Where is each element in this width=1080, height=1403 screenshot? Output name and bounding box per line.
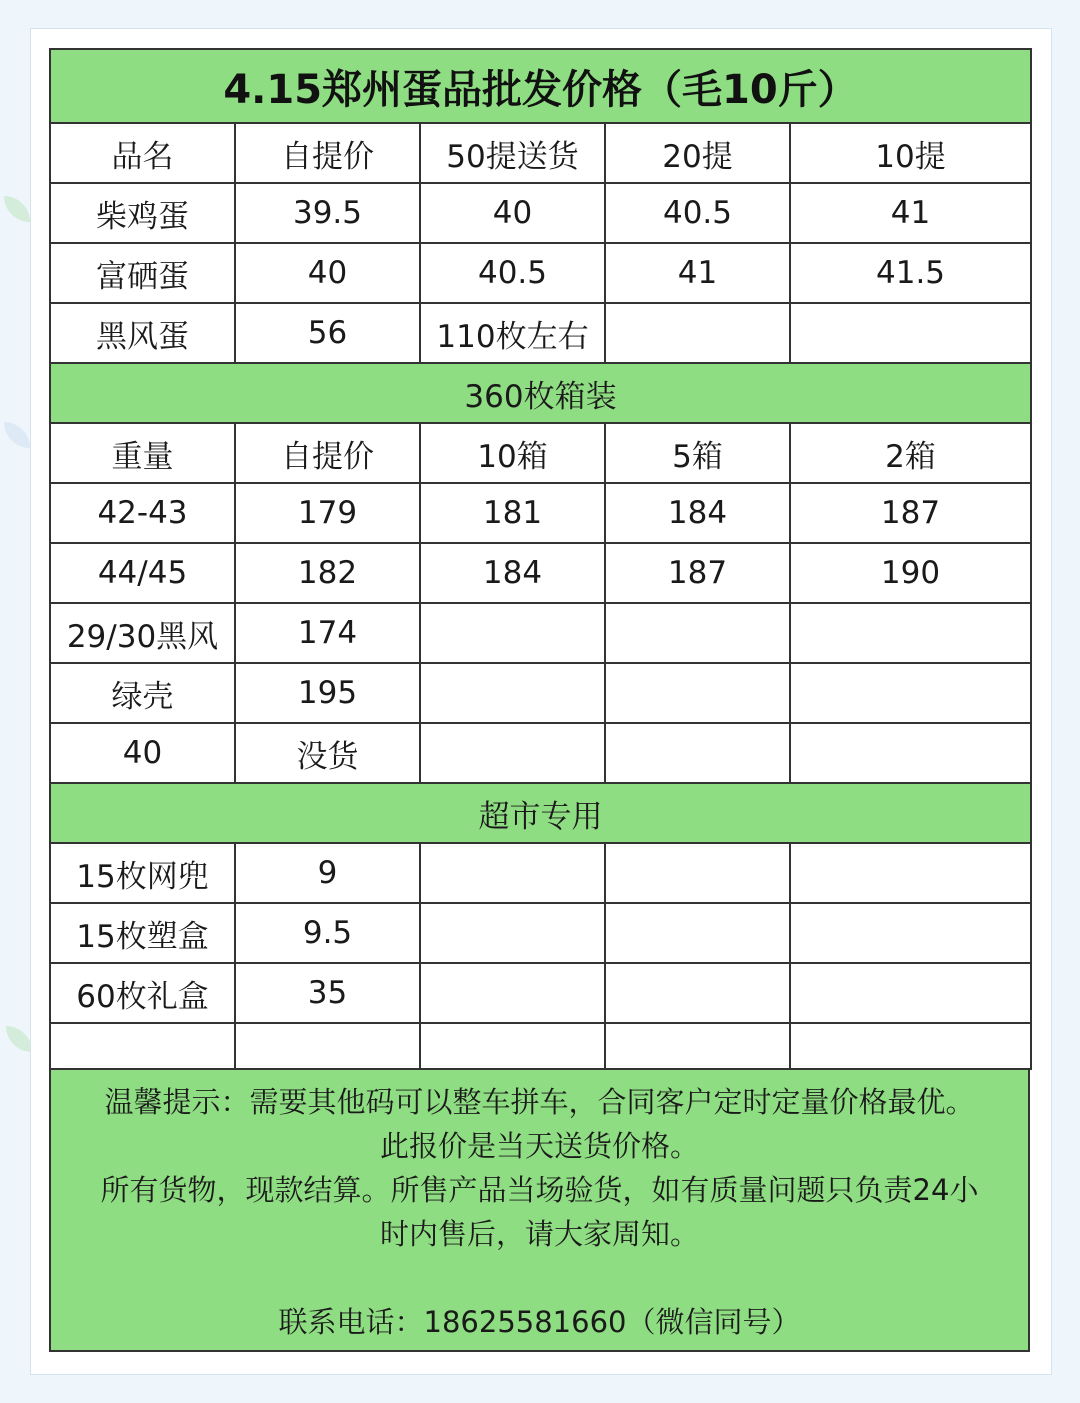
table-cell [420, 903, 605, 963]
column-header: 重量 [50, 423, 235, 483]
table-row [50, 183, 1031, 243]
table-cell: 195 [235, 663, 420, 723]
table-row [50, 303, 1031, 363]
notes-payment-line: 所有货物，现款结算。所售产品当场验货，如有质量问题只负责24小 [100, 1173, 979, 1207]
table-cell: 181 [420, 483, 605, 543]
column-header: 2箱 [790, 423, 1031, 483]
table-cell [790, 843, 1031, 903]
table-cell: 184 [605, 483, 790, 543]
price-sheet [49, 48, 1030, 1352]
table-cell: 39.5 [235, 183, 420, 243]
section-band-supermarket: 超市专用 [50, 783, 1031, 843]
table-cell: 40 [420, 183, 605, 243]
table-cell: 174 [235, 603, 420, 663]
table-cell [420, 843, 605, 903]
table-cell: 190 [790, 543, 1031, 603]
table-cell [420, 963, 605, 1023]
table-cell: 110枚左右 [420, 303, 605, 363]
column-header: 10提 [790, 123, 1031, 183]
table-cell: 29/30黑风 [50, 603, 235, 663]
price-table [49, 48, 1032, 1070]
notes-aftersale-line: 时内售后，请大家周知。 [379, 1217, 699, 1251]
table-cell [605, 1023, 790, 1069]
table-cell: 15枚网兜 [50, 843, 235, 903]
table-cell [790, 663, 1031, 723]
table-cell [420, 603, 605, 663]
table-cell [790, 603, 1031, 663]
table-cell [790, 903, 1031, 963]
table-cell: 富硒蛋 [50, 243, 235, 303]
table-cell [605, 903, 790, 963]
table-row [50, 483, 1031, 543]
table-cell [790, 723, 1031, 783]
table-cell: 44/45 [50, 543, 235, 603]
title-row [50, 49, 1031, 123]
notes-panel [49, 1070, 1030, 1352]
table-row [50, 963, 1031, 1023]
table-cell: 40.5 [420, 243, 605, 303]
table-cell: 9.5 [235, 903, 420, 963]
column-header: 自提价 [235, 123, 420, 183]
table-cell: 41 [605, 243, 790, 303]
contact-phone: 联系电话：18625581660（微信同号） [278, 1305, 801, 1339]
table-cell [790, 963, 1031, 1023]
column-header: 20提 [605, 123, 790, 183]
table-header-row [50, 423, 1031, 483]
background-leaf-decoration [4, 422, 30, 448]
table-cell [50, 1023, 235, 1069]
table-cell: 187 [790, 483, 1031, 543]
notes-tip-line: 温馨提示：需要其他码可以整车拼车，合同客户定时定量价格最优。 [104, 1085, 975, 1119]
table-cell: 15枚塑盒 [50, 903, 235, 963]
table-cell: 42-43 [50, 483, 235, 543]
table-cell: 40 [50, 723, 235, 783]
table-cell: 40 [235, 243, 420, 303]
background-leaf-decoration [6, 1026, 32, 1052]
table-cell [605, 963, 790, 1023]
table-cell: 黑风蛋 [50, 303, 235, 363]
table-cell [605, 603, 790, 663]
table-cell: 41 [790, 183, 1031, 243]
table-cell: 182 [235, 543, 420, 603]
table-cell: 绿壳 [50, 663, 235, 723]
table-cell [605, 663, 790, 723]
table-cell [420, 1023, 605, 1069]
table-cell: 41.5 [790, 243, 1031, 303]
table-cell [790, 1023, 1031, 1069]
table-row [50, 663, 1031, 723]
table-cell [605, 723, 790, 783]
table-cell: 60枚礼盒 [50, 963, 235, 1023]
column-header: 品名 [50, 123, 235, 183]
section-band-supermarket-row [50, 783, 1031, 843]
table-row [50, 603, 1031, 663]
column-header: 50提送货 [420, 123, 605, 183]
table-cell [605, 843, 790, 903]
table-cell [235, 1023, 420, 1069]
section-band-boxed: 360枚箱装 [50, 363, 1031, 423]
table-cell: 35 [235, 963, 420, 1023]
table-cell [790, 303, 1031, 363]
table-cell: 40.5 [605, 183, 790, 243]
table-cell: 184 [420, 543, 605, 603]
column-header: 10箱 [420, 423, 605, 483]
page-title: 4.15郑州蛋品批发价格（毛10斤） [50, 49, 1031, 123]
column-header: 5箱 [605, 423, 790, 483]
table-cell: 179 [235, 483, 420, 543]
table-row [50, 903, 1031, 963]
table-row [50, 843, 1031, 903]
table-cell: 柴鸡蛋 [50, 183, 235, 243]
notes-delivery-line: 此报价是当天送货价格。 [379, 1129, 699, 1163]
section-band-boxed-row [50, 363, 1031, 423]
background-leaf-decoration [4, 196, 30, 222]
table-cell: 没货 [235, 723, 420, 783]
table-cell: 9 [235, 843, 420, 903]
table-cell [420, 663, 605, 723]
notes-spacer [51, 1256, 1028, 1300]
table-row [50, 243, 1031, 303]
column-header: 自提价 [235, 423, 420, 483]
table-cell: 187 [605, 543, 790, 603]
table-header-row [50, 123, 1031, 183]
table-cell [420, 723, 605, 783]
table-row [50, 1023, 1031, 1069]
table-cell [605, 303, 790, 363]
table-row [50, 723, 1031, 783]
table-row [50, 543, 1031, 603]
table-cell: 56 [235, 303, 420, 363]
